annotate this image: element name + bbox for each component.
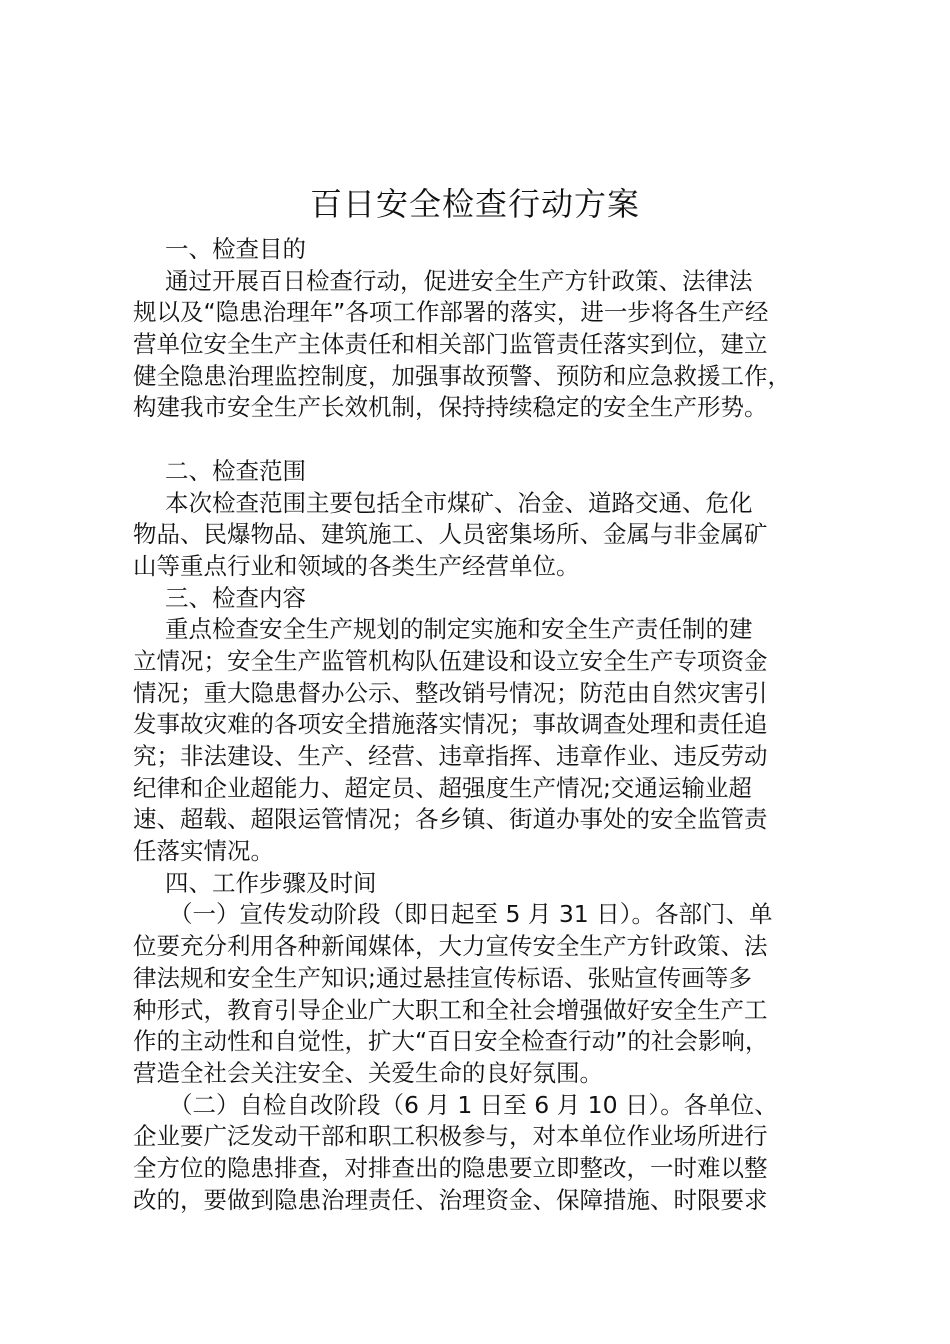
paragraph-line: 本次检查范围主要包括全市煤矿、冶金、道路交通、危化 xyxy=(165,488,753,517)
paragraph-line: 改的，要做到隐患治理责任、治理资金、保障措施、时限要求 xyxy=(133,1185,768,1214)
paragraph-line: （二）自检自改阶段（6 月 1 日至 6 月 10 日）。各单位、 xyxy=(169,1090,778,1119)
paragraph-line: 山等重点行业和领域的各类生产经营单位。 xyxy=(133,551,580,580)
paragraph-line: 构建我市安全生产长效机制，保持持续稳定的安全生产形势。 xyxy=(133,393,768,422)
document-body xyxy=(133,234,833,1216)
paragraph-line: 营造全社会关注安全、关爱生命的良好氛围。 xyxy=(133,1058,603,1087)
paragraph-line: 规以及“隐患治理年”各项工作部署的落实，进一步将各生产经 xyxy=(133,298,769,327)
paragraph-line: 重点检查安全生产规划的制定实施和安全生产责任制的建 xyxy=(165,615,753,644)
paragraph-line: 作的主动性和自觉性，扩大“百日安全检查行动”的社会影响， xyxy=(133,1027,769,1056)
section-steps xyxy=(133,868,833,1217)
blank-line xyxy=(133,424,833,456)
section-heading: 一、检查目的 xyxy=(165,235,306,263)
paragraph-line: 位要充分利用各种新闻媒体，大力宣传安全生产方针政策、法 xyxy=(133,932,768,961)
section-content xyxy=(133,583,833,868)
section-heading: 三、检查内容 xyxy=(165,583,306,612)
paragraph-line: 律法规和安全生产知识;通过悬挂宣传标语、张贴宣传画等多 xyxy=(133,963,752,992)
section-heading: 二、检查范围 xyxy=(165,456,306,485)
paragraph-line: 立情况；安全生产监管机构队伍建设和设立安全生产专项资金 xyxy=(133,646,768,675)
paragraph-line: 情况；重大隐患督办公示、整改销号情况；防范由自然灾害引 xyxy=(133,678,768,707)
paragraph-line: 全方位的隐患排查，对排查出的隐患要立即整改，一时难以整 xyxy=(133,1153,768,1182)
section-heading: 四、工作步骤及时间 xyxy=(165,868,377,897)
paragraph-line: 究；非法建设、生产、经营、违章指挥、违章作业、违反劳动 xyxy=(133,742,768,770)
document-title: 百日安全检查行动方案 xyxy=(309,185,640,223)
paragraph-line: 速、超载、超限运管情况；各乡镇、街道办事处的安全监管责 xyxy=(133,805,768,834)
section-purpose xyxy=(133,234,833,424)
paragraph-line: 营单位安全生产主体责任和相关部门监管责任落实到位，建立 xyxy=(133,330,768,359)
paragraph-line: 发事故灾难的各项安全措施落实情况；事故调查处理和责任追 xyxy=(133,710,768,739)
paragraph-line: 纪律和企业超能力、超定员、超强度生产情况;交通运输业超 xyxy=(133,773,752,802)
paragraph-line: 通过开展百日检查行动，促进安全生产方针政策、法律法 xyxy=(165,266,753,295)
paragraph-line: 健全隐患治理监控制度，加强事故预警、预防和应急救援工作， xyxy=(133,361,791,390)
paragraph-line: 企业要广泛发动干部和职工积极参与，对本单位作业场所进行 xyxy=(133,1122,768,1151)
paragraph-line: 物品、民爆物品、建筑施工、人员密集场所、金属与非金属矿 xyxy=(133,520,768,549)
section-scope xyxy=(133,456,833,583)
paragraph-line: （一）宣传发动阶段（即日起至 5 月 31 日）。各部门、单 xyxy=(169,900,773,929)
paragraph-line: 任落实情况。 xyxy=(133,837,274,866)
paragraph-line: 种形式，教育引导企业广大职工和全社会增强做好安全生产工 xyxy=(133,995,768,1024)
